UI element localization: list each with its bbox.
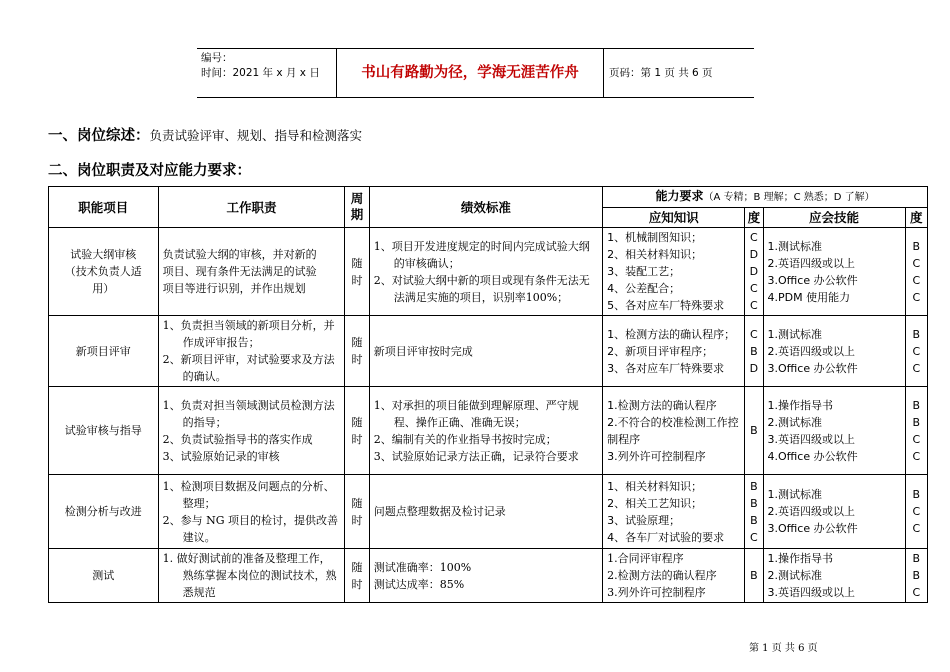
cell-duty-line: 2、负责试验指导书的落实作成 — [162, 432, 313, 446]
cell-period-line: 随 — [351, 336, 363, 349]
cell-duty — [158, 549, 345, 603]
cell-knowledge-line: 3.列外许可控制程序 — [607, 586, 706, 599]
cell-skill-line: 3.Office 办公软件 — [767, 361, 858, 375]
col-header-period: 周期 — [345, 187, 369, 228]
col-header-degree: 度 — [745, 208, 763, 228]
cell-knowledge-line: 2.不符合的校准检测工作控制程序 — [607, 415, 739, 446]
cell-skill — [763, 387, 905, 475]
cell-duty — [158, 316, 345, 387]
cell-skill-line: 3.英语四级或以上 — [767, 432, 856, 446]
cell-perf — [369, 387, 602, 475]
cell-knowledge-line: 2、相关工艺知识； — [607, 496, 703, 510]
cell-knowledge-line: 3、装配工艺； — [607, 265, 681, 278]
cell-skill-degree — [905, 316, 927, 387]
section-duties-heading: 二、岗位职责及对应能力要求： — [48, 163, 251, 179]
cell-period-line: 时 — [351, 513, 363, 527]
cell-knowledge-degree-line: C — [750, 282, 758, 295]
cell-skill-line: 1.操作指导书 — [767, 398, 834, 412]
cell-perf — [369, 316, 602, 387]
cell-skill-line: 2.英语四级或以上 — [767, 256, 856, 270]
cell-period — [345, 549, 369, 603]
cell-skill-degree-line: B — [912, 398, 921, 412]
cell-knowledge-degree — [745, 475, 763, 549]
table-row — [49, 316, 928, 387]
cell-skill-line: 4.PDM 使用能力 — [767, 290, 851, 304]
cell-item-line: 试验大纲审核 — [70, 248, 137, 261]
cell-skill — [763, 475, 905, 549]
col-header-degree2: 度 — [905, 208, 927, 228]
section-overview — [48, 124, 362, 145]
cell-skill-degree-line: C — [912, 256, 921, 270]
cell-perf-line: 3、试验原始记录方法正确，记录符合要求 — [373, 449, 579, 463]
cell-period-line: 随 — [351, 256, 363, 270]
cell-duty-line: 1、负责对担当领域测试员检测方法的指导； — [162, 398, 335, 429]
cell-perf-line: 新项目评审按时完成 — [373, 344, 473, 358]
cell-knowledge-line: 2.检测方法的确认程序 — [607, 569, 717, 582]
ability-note: （A 专精；B 理解；C 熟悉；D 了解） — [703, 192, 875, 203]
cell-duty-line: 项目等进行识别，并作出规划 — [162, 282, 306, 295]
cell-knowledge-degree-line: D — [749, 361, 759, 375]
cell-skill-degree-line: C — [912, 361, 921, 375]
cell-duty — [158, 228, 345, 316]
cell-skill-line: 2.英语四级或以上 — [767, 505, 856, 518]
cell-knowledge-degree-line: C — [750, 231, 758, 244]
cell-perf-line: 2、编制有关的作业指导书按时完成； — [373, 432, 557, 446]
cell-skill — [763, 228, 905, 316]
cell-knowledge-degree-line: C — [750, 327, 758, 341]
section-overview-heading: 一、岗位综述： — [48, 128, 150, 144]
cell-skill-line: 1.操作指导书 — [767, 552, 834, 565]
cell-knowledge — [603, 475, 745, 549]
cell-perf-line: 测试达成率：85% — [373, 577, 465, 591]
section-overview-desc: 负责试验评审、规划、指导和检测落实 — [149, 128, 363, 143]
cell-knowledge-line: 2、相关材料知识； — [607, 248, 703, 261]
cell-perf-line: 问题点整理数据及检讨记录 — [373, 505, 506, 518]
cell-period-line: 时 — [351, 353, 363, 366]
cell-item-line: 新项目评审 — [75, 344, 131, 358]
cell-duty-line: 负责试验大纲的审核，并对新的 — [162, 248, 317, 261]
cell-perf-line: 1、对承担的项目能做到理解原理、严守规程、操作正确、准确无误； — [373, 398, 579, 429]
cell-knowledge — [603, 316, 745, 387]
cell-skill-degree — [905, 475, 927, 549]
cell-skill-line: 1.测试标准 — [767, 488, 823, 501]
cell-skill-line: 3.Office 办公软件 — [767, 273, 858, 287]
col-header-item: 职能项目 — [49, 187, 159, 228]
cell-perf — [369, 228, 602, 316]
cell-skill-line: 1.测试标准 — [767, 239, 823, 253]
doc-time: 时间：2021 年 x 月 x 日 — [201, 67, 320, 79]
cell-perf-line: 1、项目开发进度规定的时间内完成试验大纲的审核确认； — [373, 239, 590, 270]
cell-knowledge-line: 3.列外许可控制程序 — [607, 449, 706, 463]
cell-skill-line: 2.测试标准 — [767, 569, 823, 582]
table-row — [49, 387, 928, 475]
cell-item — [49, 475, 159, 549]
cell-knowledge-line: 1.合同评审程序 — [607, 552, 684, 565]
cell-skill-line: 1.测试标准 — [767, 327, 823, 341]
cell-item-line: 试验审核与指导 — [64, 424, 142, 437]
cell-skill-degree-line: C — [912, 290, 921, 304]
cell-knowledge-line: 1、相关材料知识； — [607, 479, 703, 493]
cell-period — [345, 316, 369, 387]
cell-period-line: 随 — [351, 496, 363, 510]
cell-item-line: 检测分析与改进 — [64, 505, 142, 518]
cell-period-line: 随 — [351, 415, 363, 429]
table-row — [49, 228, 928, 316]
cell-duty — [158, 387, 345, 475]
col-header-perf: 绩效标准 — [369, 187, 602, 228]
table-row — [49, 549, 928, 603]
page-header — [197, 48, 754, 98]
cell-item-line: （技术负责人适 — [64, 265, 142, 278]
cell-knowledge-degree-line: D — [749, 248, 759, 261]
table-row — [49, 475, 928, 549]
col-header-duty: 工作职责 — [158, 187, 345, 228]
cell-duty-line: 1、检测项目数据及问题点的分析、整理； — [162, 479, 335, 510]
cell-knowledge-line: 4、公差配合； — [607, 282, 681, 295]
page-footer: 第 1 页 共 6 页 — [749, 643, 818, 654]
cell-knowledge-degree-line: B — [750, 424, 758, 437]
cell-knowledge-line: 1.检测方法的确认程序 — [607, 398, 717, 412]
cell-knowledge-line: 3、各对应车厂特殊要求 — [607, 361, 725, 375]
cell-knowledge-degree-line: B — [750, 569, 758, 582]
cell-duty-line: 3、试验原始记录的审核 — [162, 449, 280, 463]
header-page: 页码：第 1 页 共 6 页 — [609, 67, 713, 79]
col-header-knowledge: 应知知识 — [603, 208, 745, 228]
col-header-skill: 应会技能 — [763, 208, 905, 228]
cell-knowledge-degree — [745, 228, 763, 316]
cell-knowledge — [603, 387, 745, 475]
cell-item-line: 测试 — [92, 569, 115, 582]
cell-skill-degree-line: C — [912, 522, 921, 535]
table-body — [49, 228, 928, 603]
cell-period-line: 时 — [351, 432, 363, 446]
cell-knowledge — [603, 549, 745, 603]
cell-duty — [158, 475, 345, 549]
cell-knowledge-line: 1、检测方法的确认程序； — [607, 327, 736, 341]
cell-skill-degree — [905, 549, 927, 603]
cell-item — [49, 549, 159, 603]
cell-skill-degree-line: C — [912, 273, 921, 287]
cell-duty-line: 1. 做好测试前的准备及整理工作，熟练掌握本岗位的测试技术，熟悉规范 — [162, 552, 337, 599]
cell-skill-degree — [905, 228, 927, 316]
duties-table — [48, 186, 928, 603]
cell-item — [49, 316, 159, 387]
cell-item — [49, 228, 159, 316]
cell-knowledge — [603, 228, 745, 316]
cell-skill-degree-line: B — [912, 327, 921, 341]
cell-knowledge-line: 4、各车厂对试验的要求 — [607, 530, 725, 544]
ability-label: 能力要求 — [655, 189, 704, 203]
cell-period-line: 时 — [351, 577, 363, 591]
col-header-ability — [603, 187, 928, 208]
cell-duty-line: 2、新项目评审，对试验要求及方法的确认。 — [162, 353, 335, 383]
cell-knowledge-degree — [745, 316, 763, 387]
cell-knowledge-line: 3、试验原理； — [607, 513, 681, 527]
cell-period — [345, 228, 369, 316]
cell-knowledge-degree — [745, 549, 763, 603]
cell-skill-degree-line: B — [912, 569, 921, 582]
cell-knowledge-degree-line: C — [750, 530, 758, 544]
cell-skill-degree-line: C — [912, 344, 921, 358]
cell-skill-degree-line: B — [912, 488, 921, 501]
cell-duty-line: 项目、现有条件无法满足的试验 — [162, 265, 317, 278]
cell-skill-degree-line: C — [912, 505, 921, 518]
cell-item — [49, 387, 159, 475]
cell-period — [345, 387, 369, 475]
cell-duty-line: 2、参与 NG 项目的检讨，提供改善建议。 — [162, 513, 339, 544]
cell-period-line: 随 — [351, 560, 363, 574]
cell-skill-line: 3.Office 办公软件 — [767, 522, 858, 535]
cell-skill — [763, 316, 905, 387]
cell-perf-line: 测试准确率：100% — [373, 560, 472, 574]
cell-perf — [369, 475, 602, 549]
header-meta — [197, 49, 336, 97]
cell-knowledge-degree-line: D — [749, 265, 759, 278]
cell-item-line: 用） — [92, 282, 115, 295]
cell-skill-degree-line: B — [912, 552, 921, 565]
cell-skill-line: 3.英语四级或以上 — [767, 586, 856, 599]
cell-skill-degree-line: B — [912, 415, 921, 429]
cell-skill-degree-line: C — [912, 449, 921, 463]
cell-period-line: 时 — [351, 273, 363, 287]
cell-skill-line: 2.测试标准 — [767, 415, 823, 429]
cell-perf-line: 2、对试验大纲中新的项目或现有条件无法无法满足实施的项目，识别率100%； — [373, 273, 590, 304]
cell-knowledge-degree-line: C — [750, 299, 758, 312]
cell-knowledge-degree-line: B — [750, 344, 758, 358]
cell-skill-degree-line: C — [912, 432, 921, 446]
cell-skill-degree — [905, 387, 927, 475]
cell-skill-degree-line: B — [912, 239, 921, 253]
cell-skill-degree-line: C — [912, 586, 921, 599]
cell-knowledge-degree-line: B — [750, 513, 758, 527]
header-motto: 书山有路勤为径，学海无涯苦作舟 — [336, 49, 604, 97]
cell-perf — [369, 549, 602, 603]
cell-knowledge-degree-line: B — [750, 496, 758, 510]
doc-number: 编号： — [201, 52, 233, 64]
cell-duty-line: 1、负责担当领域的新项目分析，并作成评审报告； — [162, 319, 335, 349]
cell-knowledge-line: 1、机械制图知识； — [607, 231, 703, 244]
cell-skill — [763, 549, 905, 603]
cell-knowledge-line: 5、各对应车厂特殊要求 — [607, 299, 725, 312]
cell-skill-line: 4.Office 办公软件 — [767, 449, 858, 463]
cell-skill-line: 2.英语四级或以上 — [767, 344, 856, 358]
cell-period — [345, 475, 369, 549]
cell-knowledge-degree-line: B — [750, 479, 758, 493]
cell-knowledge-line: 2、新项目评审程序； — [607, 344, 714, 358]
cell-knowledge-degree — [745, 387, 763, 475]
